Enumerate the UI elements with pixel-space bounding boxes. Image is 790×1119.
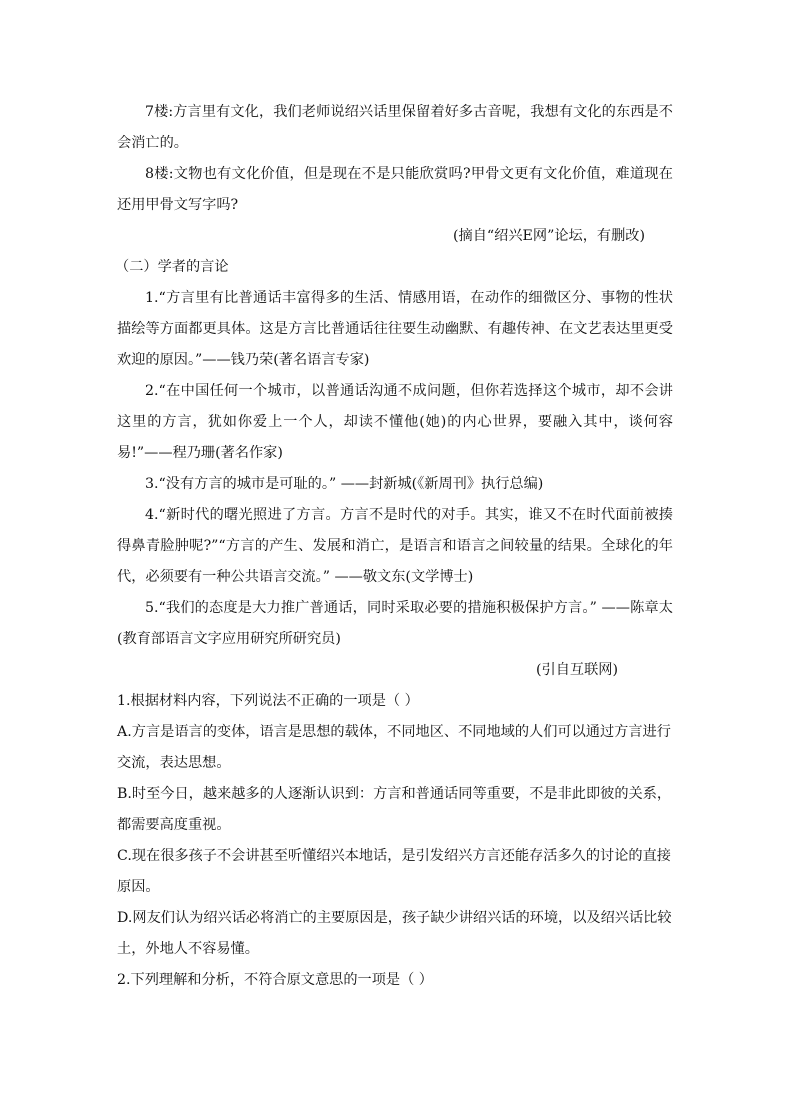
quote-2: 2.“在中国任何一个城市，以普通话沟通不成问题，但你若选择这个城市，却不会讲这里的方言，犹如你爱上一个人，却读不懂他(她)的内心世界，要融入其中，谈何容易!”——程乃珊(著名作家): [117, 383, 673, 461]
question-1-option-d: D.网友们认为绍兴话必将消亡的主要原因是，孩子缺少讲绍兴话的环境，以及绍兴话比较土，外地人不容易懂。: [117, 910, 672, 957]
quote-1: 1.“方言里有比普通话丰富得多的生活、情感用语，在动作的细微区分、事物的性状描绘等方面都更具体。这是方言比普通话往往要生动幽默、有趣传神、在文艺表达里更受欢迎的原因。”——钱乃荣(著名语言专家): [117, 290, 673, 368]
forum-source: (摘自“绍兴E网”论坛，有删改): [453, 228, 645, 244]
question-1-option-c: C.现在很多孩子不会讲甚至听懂绍兴本地话，是引发绍兴方言还能存活多久的讨论的直接原因。: [117, 848, 671, 895]
document-page: [117, 97, 673, 996]
forum-post-8: 8楼:文物也有文化价值，但是现在不是只能欣赏吗?甲骨文更有文化价值，难道现在还用甲骨文写字吗?: [117, 166, 673, 213]
question-1-option-a: A.方言是语言的变体，语言是思想的载体，不同地区、不同地域的人们可以通过方言进行交流，表达思想。: [117, 724, 671, 771]
forum-post-7: 7楼:方言里有文化，我们老师说绍兴话里保留着好多古音呢，我想有文化的东西是不会消亡的。: [117, 104, 673, 151]
quote-5: 5.“我们的态度是大力推广普通话，同时采取必要的措施积极保护方言。” ——陈章太(教育部语言文字应用研究所研究员): [117, 600, 673, 647]
quotes-source: (引自互联网): [535, 662, 618, 678]
question-1-option-b: B.时至今日，越来越多的人逐渐认识到：方言和普通话同等重要，不是非此即彼的关系，都需要高度重视。: [117, 786, 672, 833]
question-1-stem: 1.根据材料内容，下列说法不正确的一项是（ ）: [117, 693, 419, 709]
quote-4: 4.“新时代的曙光照进了方言。方言不是时代的对手。其实，谁又不在时代面前被揍得鼻青脸肿呢?”“方言的产生、发展和消亡，是语言和语言之间较量的结果。全球化的年代，必须要有一种公共语言交流。” ——敬文东(文学博士): [117, 507, 673, 585]
quote-3: 3.“没有方言的城市是可耻的。” ——封新城(《新周刊》执行总编): [145, 476, 544, 492]
section-title: （二）学者的言论: [115, 259, 229, 275]
question-2-stem: 2.下列理解和分析，不符合原文意思的一项是（ ）: [117, 972, 433, 988]
